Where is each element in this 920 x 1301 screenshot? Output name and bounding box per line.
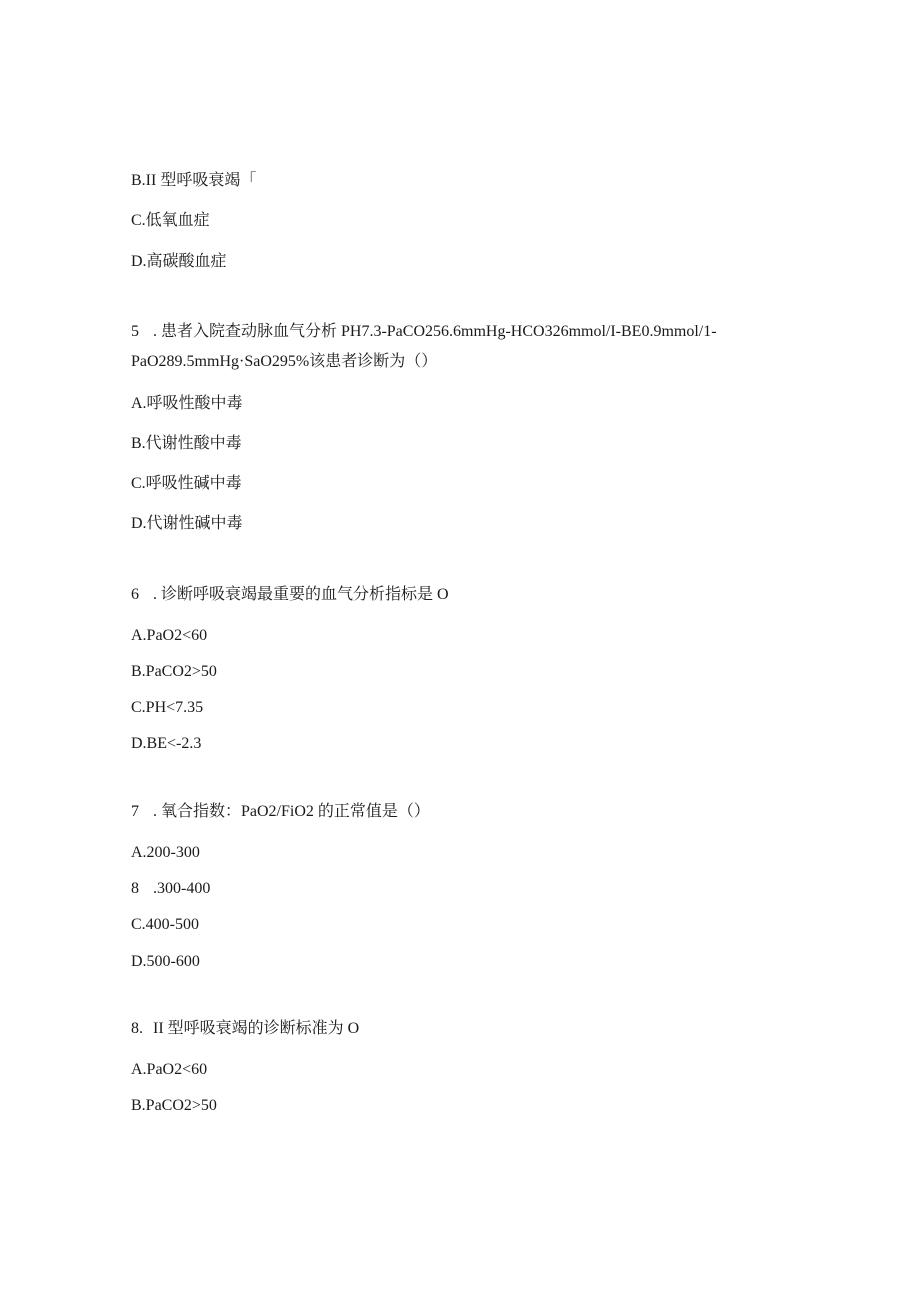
question-number: 5 [131,323,139,340]
option-text: B.PaCO2>50 [131,663,217,680]
option-number: 8 [131,880,139,897]
option-d-line [131,252,227,272]
option-a-line [131,1060,207,1080]
option-text: B.代谢性酸中毒 [131,435,242,452]
option-text: C.低氧血症 [131,212,210,229]
question-text: . 诊断呼吸衰竭最重要的血气分析指标是 O [153,586,449,603]
question-text: . 氧合指数：PaO2/FiO2 的正常值是（） [153,803,430,820]
option-text: D.高碳酸血症 [131,253,227,270]
option-text: B.II 型呼吸衰竭「 [131,172,257,189]
option-b-line [131,1096,217,1116]
option-text: D.代谢性碱中毒 [131,515,243,532]
option-text: A.呼吸性酸中毒 [131,395,243,412]
question-5-line-1 [131,322,717,342]
option-text: C.PH<7.35 [131,699,204,716]
question-8-line [131,1019,359,1039]
option-c-line [131,474,242,494]
option-text: D.500-600 [131,953,200,970]
question-number: 8. [131,1020,143,1037]
question-text: PaO289.5mmHg·SaO295%该患者诊断为（） [131,353,438,370]
option-b-line [131,171,256,191]
option-text: A.PaO2<60 [131,627,208,644]
question-number: 6 [131,586,139,603]
option-text: .300-400 [153,880,211,897]
option-b-line [131,662,217,682]
option-text: A.200-300 [131,844,200,861]
option-a-line [131,394,243,414]
option-text: B.PaCO2>50 [131,1097,217,1114]
option-b-line [131,434,242,454]
option-c-line [131,915,199,935]
option-a-line [131,626,207,646]
option-c-line [131,698,203,718]
question-text: . 患者入院查动脉血气分析 PH7.3-PaCO256.6mmHg-HCO326mmol/I-BE0.9mmol/1- [153,323,717,340]
question-7-line [131,802,430,822]
option-d-line [131,514,243,534]
option-text: C.呼吸性碱中毒 [131,475,242,492]
question-6-line [131,585,449,605]
option-d-line [131,952,200,972]
option-a-line [131,843,200,863]
question-text: II 型呼吸衰竭的诊断标准为 O [153,1020,360,1037]
question-5-line-2 [131,352,437,372]
option-b-line [131,879,210,899]
option-c-line [131,211,210,231]
option-text: A.PaO2<60 [131,1061,208,1078]
option-text: C.400-500 [131,916,199,933]
option-d-line [131,734,201,754]
question-number: 7 [131,803,139,820]
option-text: D.BE<-2.3 [131,735,202,752]
